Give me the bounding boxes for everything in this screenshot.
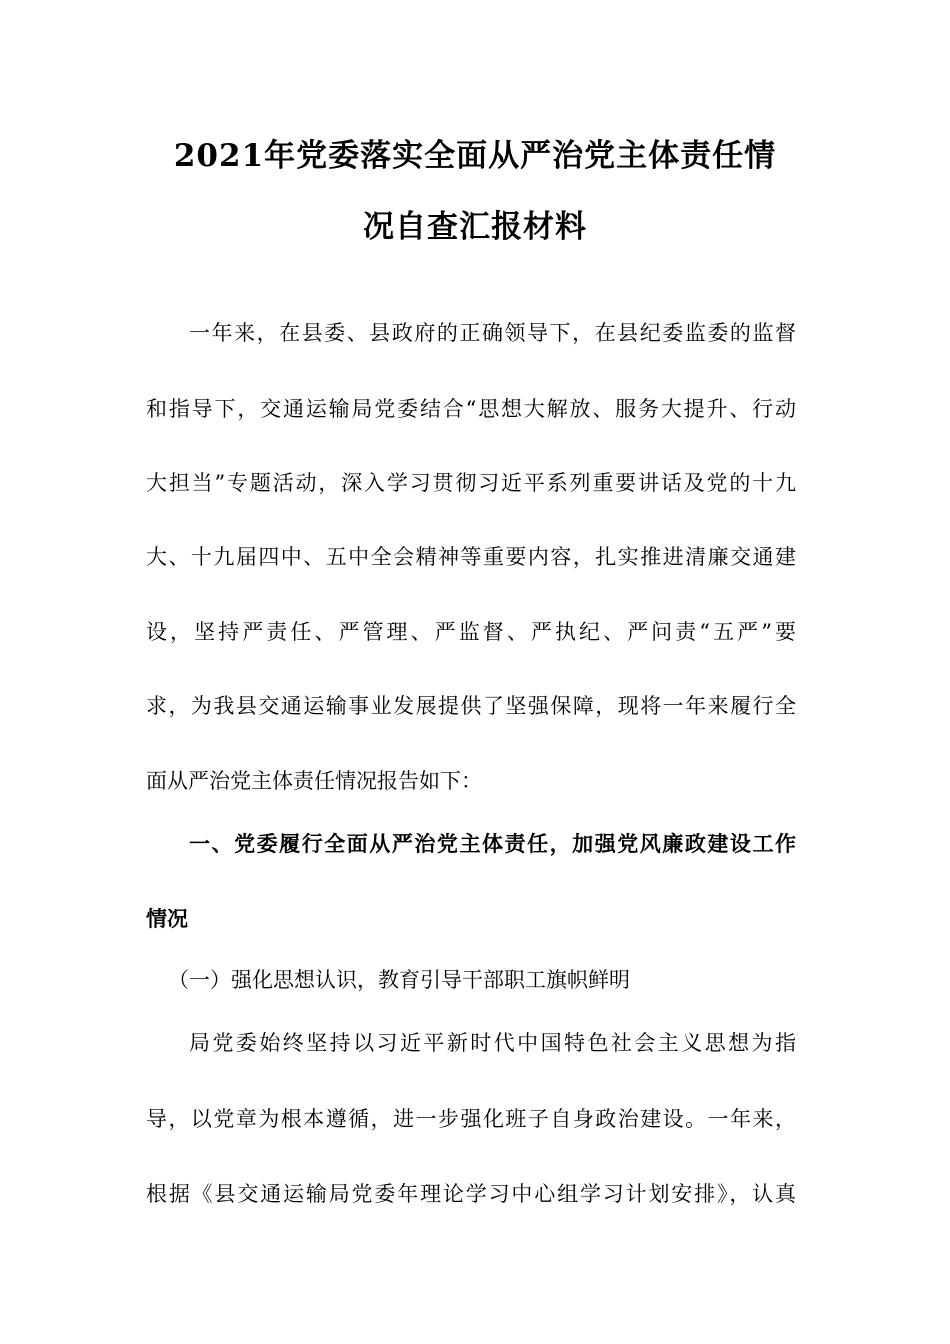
paragraph-1-line-4: 大、十九届四中、五中全会精神等重要内容，扎实推进清廉交通建 — [146, 545, 796, 569]
paragraph-2-line-3: 根据《县交通运输局党委年理论学习中心组学习计划安排》，认真 — [146, 1182, 796, 1206]
heading-1-line-2: 情况 — [146, 907, 188, 931]
paragraph-2-line-1: 局党委始终坚持以习近平新时代中国特色社会主义思想为指 — [189, 1031, 796, 1055]
document-title-line-2: 况自查汇报材料 — [363, 209, 587, 245]
paragraph-1-line-5: 设，坚持严责任、严管理、严监督、严执纪、严问责“五严”要 — [146, 620, 796, 644]
paragraph-1-line-2: 和指导下，交通运输局党委结合“思想大解放、服务大提升、行动 — [146, 397, 796, 421]
paragraph-1-line-3: 大担当”专题活动，深入学习贯彻习近平系列重要讲话及党的十九 — [146, 471, 796, 495]
paragraph-1-line-7: 面从严治党主体责任情况报告如下： — [146, 769, 482, 793]
paragraph-2-line-2: 导，以党章为根本遵循，进一步强化班子自身政治建设。一年来， — [146, 1107, 796, 1131]
paragraph-1-line-6: 求，为我县交通运输事业发展提供了坚强保障，现将一年来履行全 — [146, 694, 796, 718]
paragraph-1-line-1: 一年来，在县委、县政府的正确领导下，在县纪委监委的监督 — [189, 321, 796, 345]
document-title-line-1: 2021年党委落实全面从严治党主体责任情 — [173, 138, 777, 174]
heading-1-line-1: 一、党委履行全面从严治党主体责任，加强党风廉政建设工作 — [189, 832, 796, 856]
subheading-1: （一）强化思想认识，教育引导干部职工旗帜鲜明 — [168, 968, 630, 992]
